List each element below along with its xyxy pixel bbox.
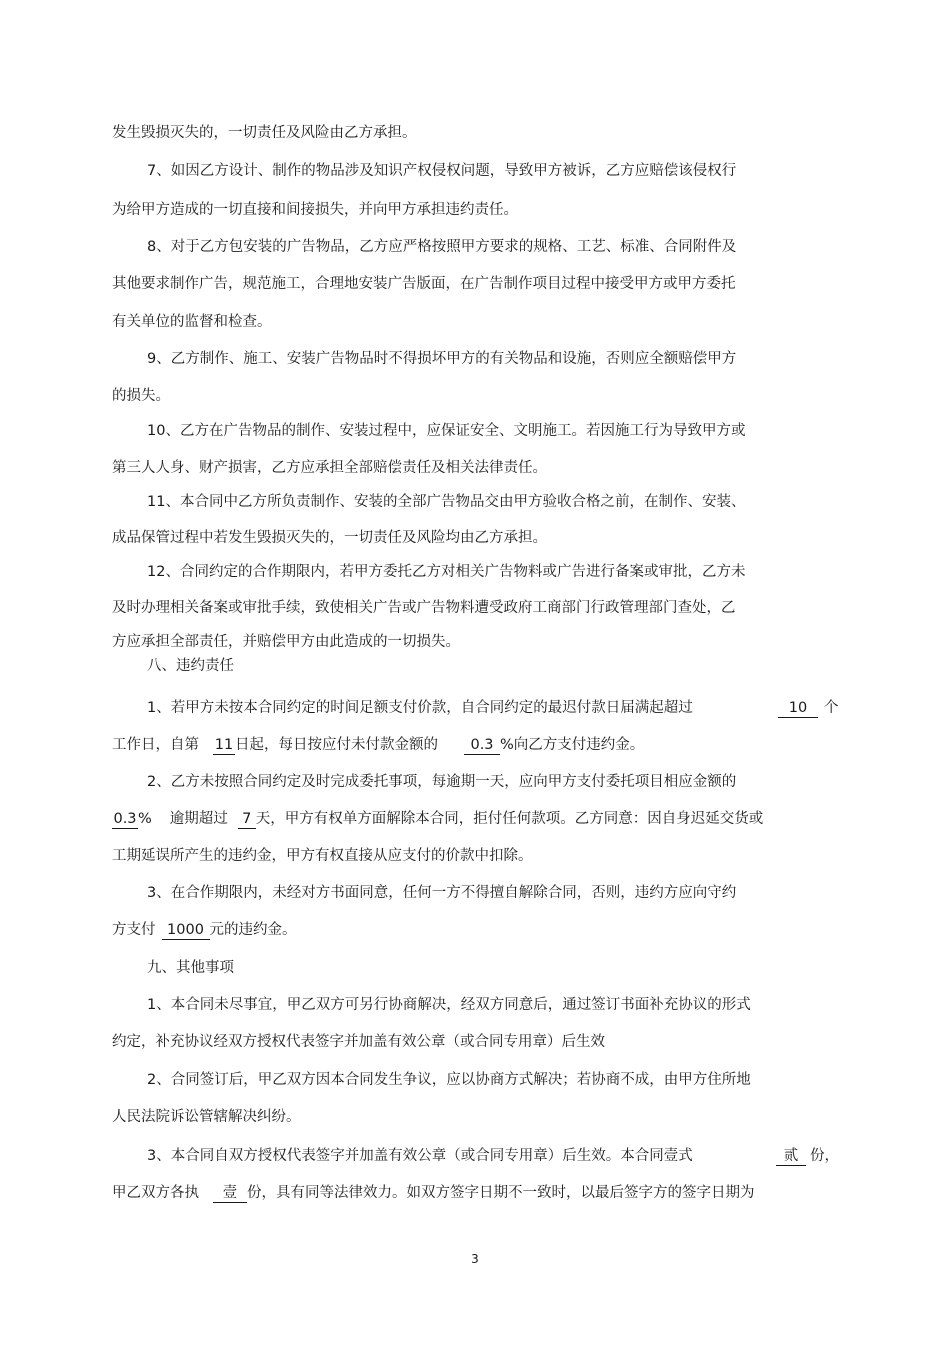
text-line: 的损失。 xyxy=(112,388,170,404)
clause-10: 10、乙方在广告物品的制作、安装过程中，应保证安全、文明施工。若因施工行为导致甲方或 xyxy=(147,423,746,439)
text-fragment: 元的违约金。 xyxy=(209,922,297,938)
text-fragment: %向乙方支付违约金。 xyxy=(500,737,645,753)
text-fragment: 1、若甲方未按本合同约定的时间足额支付价款，自合同约定的最迟付款日届满起超过 xyxy=(147,700,693,716)
filled-value: 11 xyxy=(214,737,234,753)
filled-value: 7 xyxy=(238,810,256,829)
clause-8: 8、对于乙方包安装的广告物品，乙方应严格按照甲方要求的规格、工艺、标准、合同附件及 xyxy=(147,239,737,255)
breach-clause-3: 3、在合作期限内，未经对方书面同意，任何一方不得擅自解除合同，否则，违约方应向守约 xyxy=(147,885,737,901)
text-fragment: % xyxy=(138,811,152,827)
text-line: 其他要求制作广告，规范施工，合理地安装广告版面，在广告制作项目过程中接受甲方或甲方委托 xyxy=(112,276,736,292)
text-line: 及时办理相关备案或审批手续，致使相关广告或广告物料遭受政府工商部门行政管理部门查处，乙 xyxy=(112,600,736,616)
clause-7: 7、如因乙方设计、制作的物品涉及知识产权侵权问题，导致甲方被诉，乙方应赔偿该侵权行 xyxy=(147,163,737,179)
text-line xyxy=(112,735,644,755)
text-line: 方应承担全部责任，并赔偿甲方由此造成的一切损失。 xyxy=(112,634,460,650)
other-clause-2: 2、合同签订后，甲乙双方因本合同发生争议，应以协商方式解决；若协商不成，由甲方住所地 xyxy=(147,1072,751,1088)
breach-clause-1 xyxy=(147,698,693,718)
text-line xyxy=(112,809,763,829)
text-fragment: 逾期超过 xyxy=(169,811,228,827)
text-line xyxy=(112,1183,755,1203)
filled-value: 贰 xyxy=(776,1147,806,1166)
text-fragment: 份，具有同等法律效力。如双方签字日期不一致时，以最后签字方的签字日期为 xyxy=(247,1185,755,1201)
text-line: 发生毁损灭失的，一切责任及风险由乙方承担。 xyxy=(112,125,417,141)
text-line xyxy=(112,920,297,940)
page-number: 3 xyxy=(471,1252,479,1266)
text-line: 第三人人身、财产损害，乙方应承担全部赔偿责任及相关法律责任。 xyxy=(112,460,547,476)
other-clause-3 xyxy=(147,1146,693,1166)
other-clause-3-tail xyxy=(776,1146,839,1166)
section-heading-other: 九、其他事项 xyxy=(147,960,234,976)
other-clause-1: 1、本合同未尽事宜，甲乙双方可另行协商解决，经双方同意后，通过签订书面补充协议的形式 xyxy=(147,997,751,1013)
filled-value: 1000 xyxy=(162,921,210,940)
text-fragment: 天，甲方有权单方面解除本合同，拒付任何款项。乙方同意：因自身迟延交货或 xyxy=(255,811,764,827)
text-fragment: 方支付 xyxy=(112,922,156,938)
text-fragment: 日起，每日按应付未付款金额的 xyxy=(235,737,438,753)
text-line: 有关单位的监督和检查。 xyxy=(112,314,272,330)
breach-clause-2: 2、乙方未按照合同约定及时完成委托事项，每逾期一天，应向甲方支付委托项目相应金额的 xyxy=(147,774,737,790)
filled-value: 0.3 xyxy=(464,736,500,755)
text-line: 人民法院诉讼管辖解决纠纷。 xyxy=(112,1109,301,1125)
text-fragment: 份， xyxy=(810,1148,839,1164)
filled-value: 0.3 xyxy=(113,811,137,827)
text-line: 为给甲方造成的一切直接和间接损失，并向甲方承担违约责任。 xyxy=(112,202,518,218)
clause-11: 11、本合同中乙方所负责制作、安装的全部广告物品交由甲方验收合格之前，在制作、安装、 xyxy=(147,494,746,510)
section-heading-breach: 八、违约责任 xyxy=(147,658,234,674)
text-fragment: 个 xyxy=(824,700,839,716)
clause-9: 9、乙方制作、施工、安装广告物品时不得损坏甲方的有关物品和设施，否则应全额赔偿甲方 xyxy=(147,351,737,367)
text-fragment: 甲乙双方各执 xyxy=(112,1185,199,1201)
text-fragment: 3、本合同自双方授权代表签字并加盖有效公章（或合同专用章）后生效。本合同壹式 xyxy=(147,1148,693,1164)
filled-value: 10 xyxy=(778,699,818,718)
text-line: 工期延误所产生的违约金，甲方有权直接从应支付的价款中扣除。 xyxy=(112,848,533,864)
filled-value: 壹 xyxy=(213,1184,247,1203)
text-fragment: 工作日，自第 xyxy=(112,737,199,753)
text-line: 约定，补充协议经双方授权代表签字并加盖有效公章（或合同专用章）后生效 xyxy=(112,1034,605,1050)
clause-12: 12、合同约定的合作期限内，若甲方委托乙方对相关广告物料或广告进行备案或审批，乙方未 xyxy=(147,564,746,580)
text-line: 成品保管过程中若发生毁损灭失的，一切责任及风险均由乙方承担。 xyxy=(112,530,547,546)
breach-clause-1-tail xyxy=(778,698,839,718)
